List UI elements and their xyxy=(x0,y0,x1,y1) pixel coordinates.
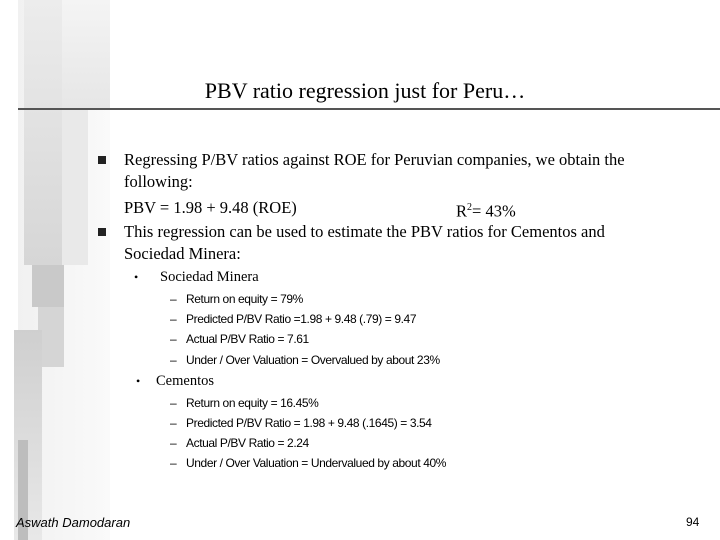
dash-bullet-icon: – xyxy=(170,353,177,367)
list-item: Predicted P/BV Ratio = 1.98 + 9.48 (.1645) = 3.54 xyxy=(186,416,432,430)
list-item: Under / Over Valuation = Overvalued by about 23% xyxy=(186,353,440,367)
list-item: Predicted P/BV Ratio =1.98 + 9.48 (.79) = 9.47 xyxy=(186,312,417,326)
list-item: Return on equity = 16.45% xyxy=(186,396,319,410)
square-bullet-icon xyxy=(98,228,106,236)
background-block xyxy=(24,0,62,265)
dot-bullet-icon: • xyxy=(136,374,141,388)
list-item: Return on equity = 79% xyxy=(186,292,303,306)
dot-bullet-icon: • xyxy=(134,270,139,284)
square-bullet-icon xyxy=(98,156,106,164)
dash-bullet-icon: – xyxy=(170,436,177,450)
bullet-estimate-line2: Sociedad Minera: xyxy=(124,244,241,263)
dash-bullet-icon: – xyxy=(170,312,177,326)
page-number: 94 xyxy=(686,515,700,529)
slide-title: PBV ratio regression just for Peru… xyxy=(204,78,526,103)
dash-bullet-icon: – xyxy=(170,456,177,470)
footer-author: Aswath Damodaran xyxy=(16,515,131,530)
dash-bullet-icon: – xyxy=(170,332,177,346)
sub-bullet-cementos: Cementos xyxy=(156,373,214,389)
dash-bullet-icon: – xyxy=(170,396,177,410)
background-block xyxy=(32,265,64,307)
bullet-regression-line1: Regressing P/BV ratios against ROE for Peruvian companies, we obtain the xyxy=(124,150,625,169)
title-divider xyxy=(18,108,720,110)
bullet-regression-line2: following: xyxy=(124,172,193,191)
list-item: Actual P/BV Ratio = 2.24 xyxy=(186,436,309,450)
list-item: Under / Over Valuation = Undervalued by about 40% xyxy=(186,456,447,470)
dash-bullet-icon: – xyxy=(170,416,177,430)
sub-bullet-sociedad-minera: Sociedad Minera xyxy=(160,269,259,285)
dash-bullet-icon: – xyxy=(170,292,177,306)
equation-r-squared: $R^2= 43\%$ xyxy=(456,201,516,221)
equation-formula: PBV = 1.98 + 9.48 (ROE) xyxy=(124,198,297,217)
background-block xyxy=(62,110,88,265)
list-item: Actual P/BV Ratio = 7.61 xyxy=(186,332,309,346)
bullet-estimate-line1: This regression can be used to estimate the PBV ratios for Cementos and xyxy=(124,222,605,241)
regression-equation xyxy=(124,197,694,219)
